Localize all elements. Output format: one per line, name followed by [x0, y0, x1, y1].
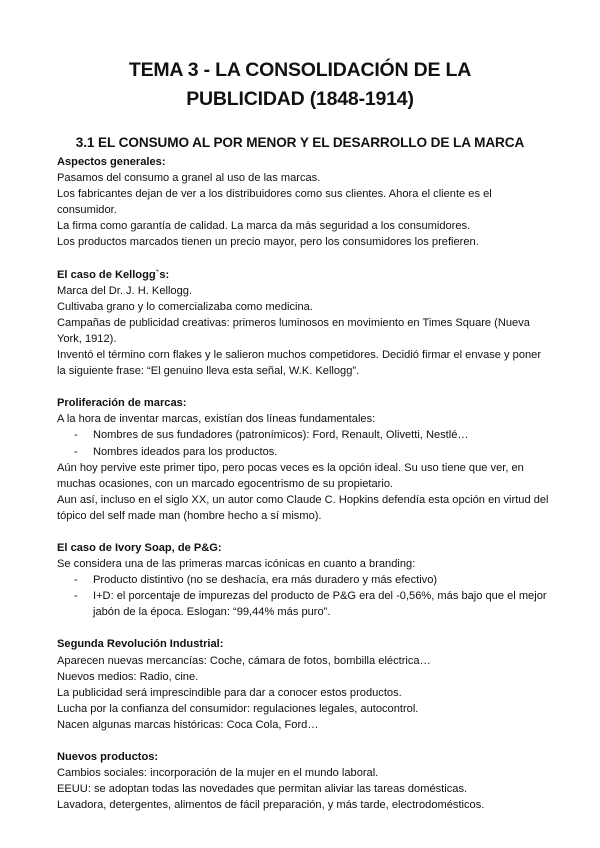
paragraph: Nuevos medios: Radio, cine. — [57, 670, 199, 683]
list-item: - Nombres ideados para los productos. — [57, 444, 549, 460]
list-item: - Nombres de sus fundadores (patronímicos): Ford, Renault, Olivetti, Nestlé… — [57, 427, 549, 443]
paragraph: Marca del Dr. J. H. Kellogg. — [57, 284, 193, 297]
paragraph: Lavadora, detergentes, alimentos de fácil preparación, y más tarde, electrodomésticos. — [57, 799, 485, 812]
paragraph: Campañas de publicidad creativas: primeros luminosos en movimiento en Times Square (Nueva York, 1912). — [57, 316, 530, 345]
section-segunda-revolucion-industrial — [57, 636, 549, 733]
paragraph: Nacen algunas marcas históricas: Coca Cola, Ford… — [57, 718, 319, 731]
section-proliferacion-de-marcas — [57, 395, 549, 524]
bullet-list — [57, 572, 549, 620]
section-heading: El caso de Ivory Soap, de P&G: — [57, 541, 222, 554]
paragraph: Aún hoy pervive este primer tipo, pero pocas veces es la opción ideal. Su uso tiene que ver, en muchas ocasiones, con un marcado egocentrismo de su propietario. — [57, 461, 524, 490]
paragraph: Pasamos del consumo a granel al uso de las marcas. — [57, 172, 321, 185]
section-nuevos-productos — [57, 749, 549, 813]
list-item: - I+D: el porcentaje de impurezas del producto de P&G era del -0,56%, más bajo que el mejor jabón de la época. Eslogan: “99,44% más puro”. — [57, 588, 549, 620]
paragraph: Los productos marcados tienen un precio mayor, pero los consumidores los prefieren. — [57, 236, 479, 249]
paragraph: Inventó el término corn flakes y le salieron muchos competidores. Decidió firmar el envase y poner la siguiente frase: “El genuino lleva esta señal, W.K. Kellogg”. — [57, 349, 542, 378]
paragraph: EEUU: se adoptan todas las novedades que permitan aliviar las tareas domésticas. — [57, 783, 468, 796]
section-heading: Proliferación de marcas: — [57, 397, 187, 410]
paragraph: La publicidad será imprescindible para dar a conocer estos productos. — [57, 686, 402, 699]
section-el-caso-de-kellogg-s — [57, 267, 549, 380]
paragraph: Se considera una de las primeras marcas icónicas en cuanto a branding: — [57, 558, 416, 571]
page-title — [60, 56, 540, 114]
title-line-1: TEMA 3 - LA CONSOLIDACIÓN DE LA — [128, 59, 472, 81]
paragraph: Cultivaba grano y lo comercializaba como medicina. — [57, 300, 313, 313]
section-aspectos-generales — [57, 154, 549, 251]
title-line-2: PUBLICIDAD (1848-1914) — [186, 88, 414, 110]
paragraph: La firma como garantía de calidad. La marca da más seguridad a los consumidores. — [57, 220, 471, 233]
bullet-list — [57, 427, 549, 459]
section-heading: Segunda Revolución Industrial: — [57, 638, 224, 651]
section-el-caso-de-ivory-soap-de-p-g — [57, 540, 549, 620]
list-item: - Producto distintivo (no se deshacía, era más duradero y más efectivo) — [57, 572, 549, 588]
section-heading: El caso de Kellogg`s: — [57, 268, 170, 281]
section-subtitle: 3.1 EL CONSUMO AL POR MENOR Y EL DESARROLLO DE LA MARCA — [75, 135, 525, 150]
paragraph: Cambios sociales: incorporación de la mujer en el mundo laboral. — [57, 767, 379, 780]
paragraph: A la hora de inventar marcas, existían dos líneas fundamentales: — [57, 413, 376, 426]
paragraph: Lucha por la confianza del consumidor: regulaciones legales, autocontrol. — [57, 702, 419, 715]
section-heading: Nuevos productos: — [57, 751, 159, 763]
section-heading: Aspectos generales: — [57, 156, 166, 168]
document-body — [57, 154, 549, 829]
paragraph: Aun así, incluso en el siglo XX, un autor como Claude C. Hopkins defendía esta opción en virtud del tópico del self made man (hombre hecho a sí mismo). — [57, 493, 549, 522]
paragraph: Aparecen nuevas mercancías: Coche, cámara de fotos, bombilla eléctrica… — [57, 654, 431, 667]
paragraph: Los fabricantes dejan de ver a los distribuidores como sus clientes. Ahora el cliente es el consumidor. — [57, 188, 492, 217]
